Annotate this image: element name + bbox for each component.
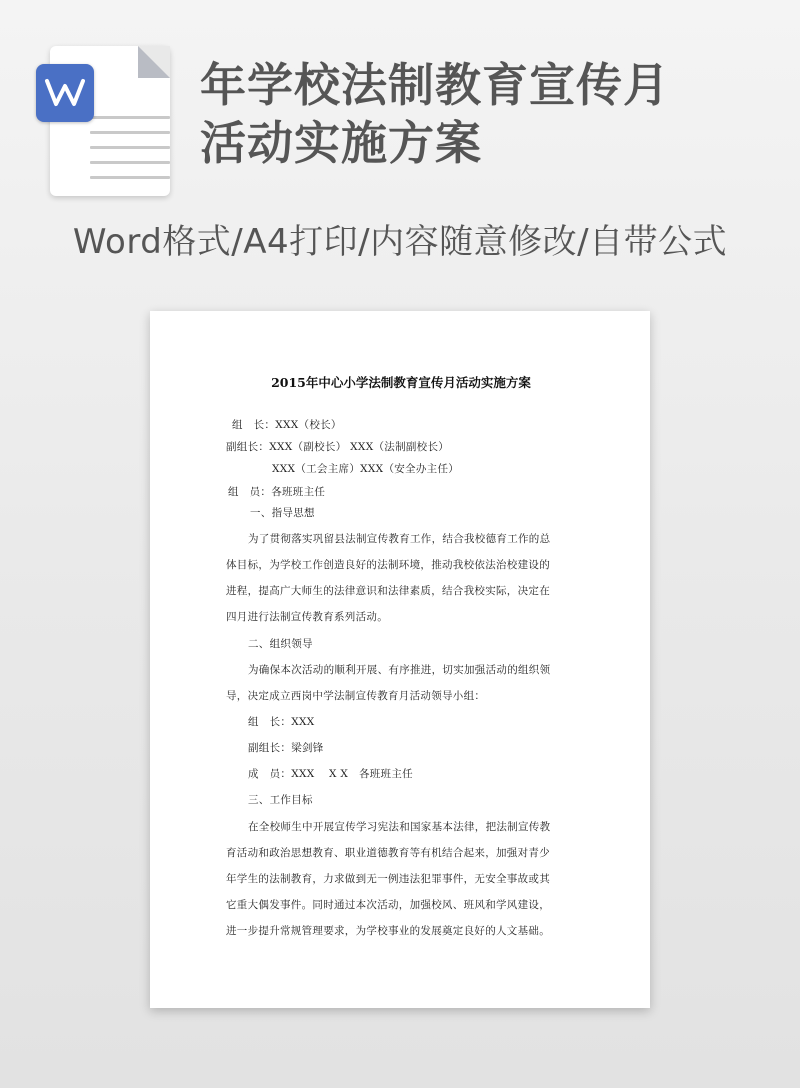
doc-line: 为确保本次活动的顺利开展、有序推进，切实加强活动的组织领: [248, 664, 551, 676]
doc-line: 年学生的法制教育，力求做到无一例违法犯罪事件，无安全事故或其: [226, 873, 550, 885]
doc-line: 四月进行法制宣传教育系列活动。: [226, 611, 388, 623]
word-w-icon: [36, 64, 94, 122]
word-file-icon: [36, 46, 172, 198]
page-fold: [138, 46, 170, 78]
doc-line: 二、组织领导: [248, 638, 313, 650]
file-text-lines: [90, 116, 170, 191]
doc-line: 副组长：梁剑锋: [248, 742, 324, 754]
doc-line: 三、工作目标: [248, 794, 313, 806]
document-title: 2015年中心小学法制教育宣传月活动实施方案: [271, 375, 531, 390]
doc-line: 它重大偶发事件。同时通过本次活动，加强校风、班风和学风建设，: [226, 899, 550, 911]
doc-line: 体目标，为学校工作创造良好的法制环境，推动我校依法治校建设的: [226, 559, 550, 571]
doc-line: 组 员：各班班主任: [228, 486, 326, 498]
page-title: [200, 56, 770, 172]
title-line-1: 年学校法制教育宣传月: [200, 58, 670, 112]
doc-line: 进程，提高广大师生的法律意识和法律素质，结合我校实际，决定在: [226, 585, 550, 597]
format-subtitle: Word格式/A4打印/内容随意修改/自带公式: [72, 222, 728, 262]
doc-line: 在全校师生中开展宣传学习宪法和国家基本法律，把法制宣传教: [248, 821, 551, 833]
doc-line: XXX（工会主席）XXX（安全办主任）: [272, 463, 460, 475]
doc-line: 成 员：XXX X X 各班班主任: [248, 768, 413, 780]
doc-line: 组 长：XXX: [248, 716, 315, 728]
doc-line: 育活动和政治思想教育、职业道德教育等有机结合起来，加强对青少: [226, 847, 550, 859]
document-preview: [150, 311, 650, 1008]
doc-line: 副组长：XXX（副校长） XXX（法制副校长）: [226, 441, 450, 453]
doc-line: 一、指导思想: [250, 507, 315, 519]
doc-line: 进一步提升常规管理要求，为学校事业的发展奠定良好的人文基础。: [226, 925, 550, 937]
doc-line: 为了贯彻落实巩留县法制宣传教育工作，结合我校德育工作的总: [248, 533, 551, 545]
doc-line: 导，决定成立西岗中学法制宣传教育月活动领导小组：: [226, 690, 486, 702]
doc-line: 组 长：XXX（校长）: [232, 419, 342, 431]
title-line-2: 活动实施方案: [200, 116, 482, 170]
